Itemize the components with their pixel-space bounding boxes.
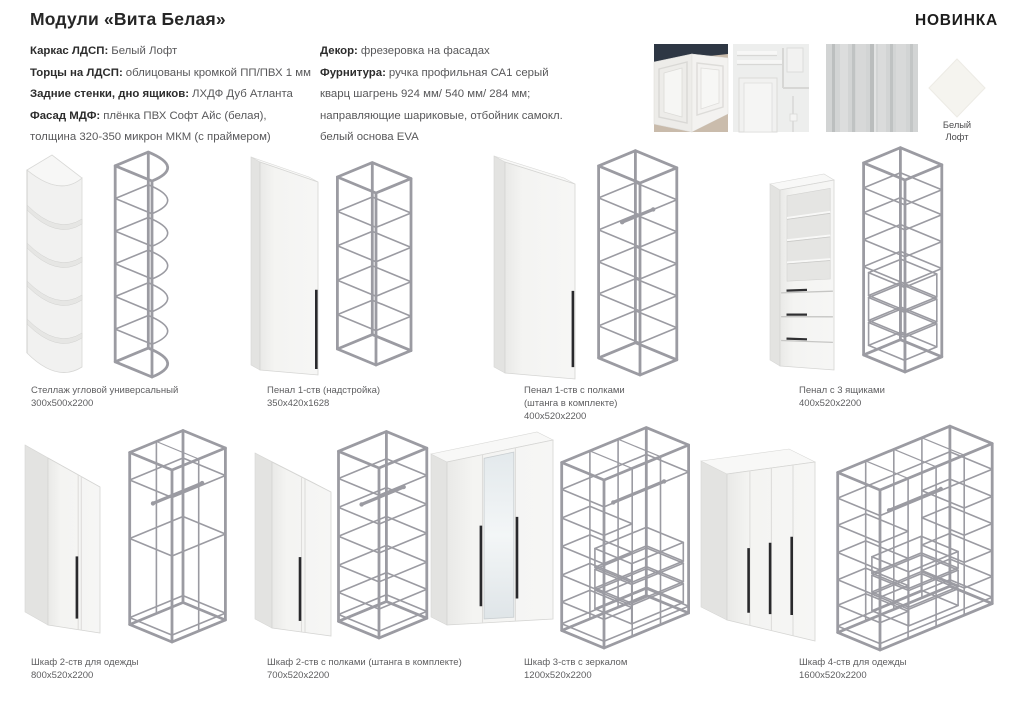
penal-polki-solid (494, 156, 575, 379)
shkaf2p-wire (339, 432, 427, 639)
product-dims: 400х520х2200 (524, 411, 587, 422)
penal-nadstroyka-solid (251, 157, 318, 375)
product-note: (штанга в комплекте) (524, 398, 618, 409)
product-caption (31, 384, 276, 410)
spec-line: направляющие шариковые, отбойник самокл. (320, 109, 563, 122)
shkaf2-solid (25, 445, 100, 633)
specs-column-right (320, 41, 563, 149)
product-name: Пенал 1-ств (надстройка) (267, 385, 381, 396)
new-badge: НОВИНКА (914, 12, 998, 29)
spec-line: Фасад МДФ: плёнка ПВХ Софт Айс (белая), (30, 109, 267, 122)
stellazh-solid (27, 155, 82, 373)
product-name: Шкаф 3-ств с зеркалом (524, 657, 628, 668)
product-dims: 300х500х2200 (31, 398, 94, 409)
product-caption (31, 656, 276, 682)
shkaf4-wire (838, 426, 993, 650)
product-name: Стеллаж угловой универсальный (31, 385, 179, 396)
product-dims: 800х520х2200 (31, 670, 94, 681)
spec-line: кварц шагрень 924 мм/ 540 мм/ 284 мм; (320, 88, 531, 100)
product-dims: 1200х520х2200 (524, 670, 592, 681)
color-swatch-diamond (929, 59, 985, 117)
product-dims: 1600х520х2200 (799, 670, 867, 681)
spec-line: Декор: фрезеровка на фасадах (320, 45, 490, 57)
product-caption (799, 656, 1024, 682)
product-dims: 400х520х2200 (799, 398, 862, 409)
stellazh-wire (115, 152, 167, 377)
product-caption (267, 656, 512, 682)
facade-ribbed-photo (826, 44, 918, 132)
spec-line: Торцы на ЛДСП: облицованы кромкой ПП/ПВХ 1 мм (30, 66, 311, 79)
spec-line: толщина 320-350 микрон МКМ (с праймером) (30, 131, 271, 143)
spec-line: Задние стенки, дно ящиков: ЛХДФ Дуб Атланта (30, 88, 293, 100)
product-name: Пенал 1-ств с полками (524, 385, 625, 396)
spec-line: Каркас ЛДСП: Белый Лофт (30, 45, 178, 57)
penal-nadstroyka-wire (337, 163, 411, 365)
shkaf4-solid (701, 449, 815, 641)
product-dims: 700х520х2200 (267, 670, 330, 681)
shkaf3-wire (562, 428, 689, 648)
product-caption (267, 384, 512, 410)
facade-corner-photo (654, 44, 728, 132)
penal-yashiki-wire (864, 148, 942, 372)
page-title: Модули «Вита Белая» (30, 9, 226, 29)
product-caption (524, 656, 769, 682)
spec-line: Фурнитура: ручка профильная СА1 серый (320, 66, 549, 79)
product-name: Шкаф 4-ств для одежды (799, 657, 907, 668)
shkaf2-wire (130, 431, 226, 643)
penal-yashiki-solid (770, 174, 834, 370)
spec-line: белый основа EVA (320, 131, 419, 143)
product-name: Шкаф 2-ств для одежды (31, 657, 139, 668)
product-name: Пенал с 3 ящиками (799, 385, 885, 396)
facade-milling-photo (733, 44, 809, 132)
color-swatch-label: Белый Лофт (942, 120, 972, 142)
shkaf2p-solid (255, 453, 331, 636)
penal-polki-wire (599, 151, 677, 375)
specs-column-left (30, 41, 311, 149)
product-caption (799, 384, 1024, 410)
shkaf3-solid (431, 432, 553, 625)
product-dims: 350х420х1628 (267, 398, 330, 409)
product-caption (524, 384, 769, 423)
product-name: Шкаф 2-ств с полками (штанга в комплекте) (267, 657, 462, 668)
